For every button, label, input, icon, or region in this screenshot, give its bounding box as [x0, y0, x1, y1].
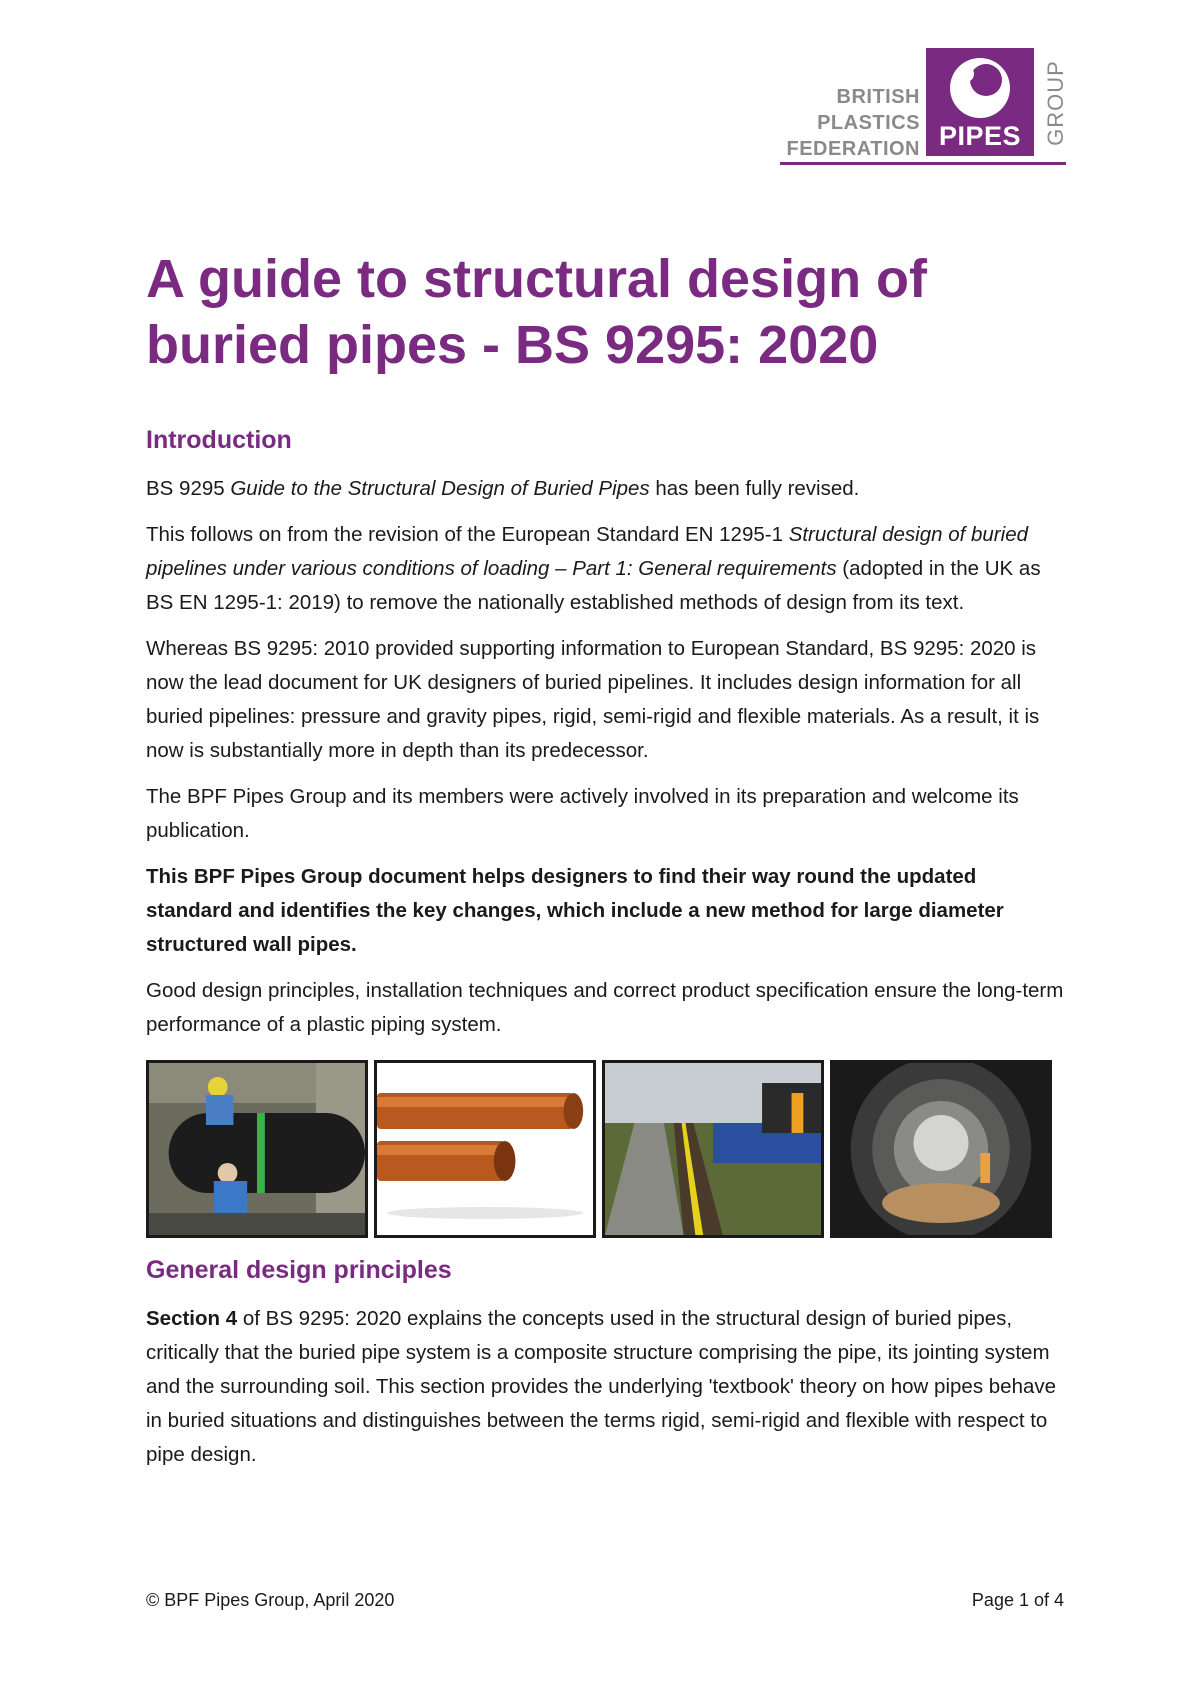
- footer-copyright: © BPF Pipes Group, April 2020: [146, 1590, 395, 1610]
- intro-p1-text-c: has been fully revised.: [649, 477, 860, 500]
- photo-large-pipe-interior: [830, 1060, 1052, 1238]
- logo-line-british: BRITISH: [836, 86, 920, 108]
- logo-wordmark: [762, 84, 920, 162]
- intro-paragraph-6: Good design principles, installation techniques and correct product specification ensure the long-term performance of a plastic piping system.: [146, 979, 1064, 1036]
- general-paragraph-1: [146, 1302, 1066, 1472]
- intro-p2-text-a: This follows on from the revision of the European Standard EN 1295-1: [146, 523, 789, 546]
- intro-paragraph-3: Whereas BS 9295: 2010 provided supporting information to European Standard, BS 9295: 2020 is now the lead document for UK designers of buried pipelines. It includes design information for all buried pipelines: pressure and gravity pipes, rigid, semi-rigid and flexible materials. As a result, it is now is substantially more in depth than its predecessor.: [146, 637, 1040, 762]
- footer-page-number: Page 1 of 4: [971, 1590, 1064, 1610]
- intro-paragraph-4: The BPF Pipes Group and its members were actively involved in its preparation and welcome its publication.: [146, 785, 1019, 842]
- intro-p1-text-a: BS 9295: [146, 477, 231, 500]
- intro-p2-title-italic: Structural design of buried pipelines under various conditions of loading – Part 1: General requirements: [146, 523, 1028, 580]
- intro-paragraph-2: [146, 518, 1066, 620]
- document-title: A guide to structural design of buried pipes - BS 9295: 2020: [146, 249, 928, 375]
- general-p1-text: of BS 9295: 2020 explains the concepts used in the structural design of buried pipes, critically that the buried pipe system is a composite structure comprising the pipe, its jointing system and the surrounding soil. This section provides the underlying 'textbook' theory on how pipes behave in buried situations and distinguishes between the terms rigid, semi-rigid and flexible with respect to pipe design.: [146, 1307, 1057, 1466]
- photo-strip: [146, 1060, 1052, 1238]
- logo-purple-box: [926, 48, 1034, 156]
- general-design-heading: General design principles: [146, 1256, 452, 1284]
- document-body: [146, 246, 1066, 1484]
- logo-line-federation: FEDERATION: [786, 138, 920, 160]
- photo-pipe-laying-site: [602, 1060, 824, 1238]
- photo-orange-pipes: [374, 1060, 596, 1238]
- intro-paragraph-5-bold: This BPF Pipes Group document helps designers to find their way round the updated standard and identifies the key changes, which include a new method for large diameter structured wall pipes.: [146, 865, 1004, 956]
- intro-paragraph-1: [146, 472, 1066, 506]
- logo-group-vertical: [1040, 48, 1066, 156]
- bpf-pipes-group-logo: [762, 48, 1068, 168]
- general-p1-section-ref: Section 4: [146, 1307, 238, 1330]
- intro-p2-text-c: (adopted in the UK as BS EN 1295-1: 2019) to remove the nationally established methods of design from its text.: [146, 557, 1041, 614]
- photo-workers-trench: [146, 1060, 368, 1238]
- intro-p1-title-italic: Guide to the Structural Design of Buried Pipes: [230, 477, 650, 500]
- logo-underline: [780, 162, 1066, 165]
- introduction-heading: Introduction: [146, 426, 292, 454]
- logo-group-text: GROUP: [1043, 60, 1068, 146]
- logo-line-plastics: PLASTICS: [817, 112, 920, 134]
- page-footer: [146, 1590, 1064, 1611]
- logo-pipes-text: PIPES: [938, 121, 1022, 151]
